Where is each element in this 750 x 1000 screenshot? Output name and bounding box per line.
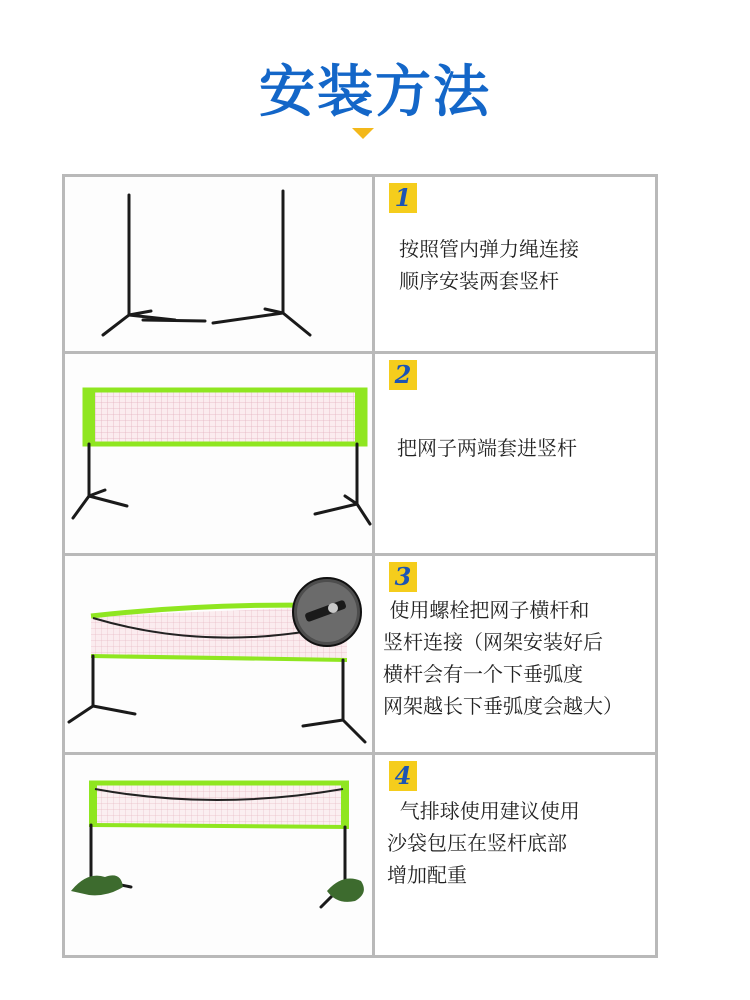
- step-row-3: [65, 556, 655, 755]
- step-row-2: [65, 354, 655, 556]
- sandbag-weight-icon: [65, 755, 372, 955]
- step-number-badge: 2: [389, 360, 417, 390]
- step-3-description: 使用螺栓把网子横杆和 竖杆连接（网架安装好后 横杆会有一个下垂弧度 网架越长下垂弧度会越大）: [383, 598, 623, 718]
- step-1-text-cell: [375, 177, 655, 351]
- step-number-badge: 1: [389, 183, 417, 213]
- step-1-image: [65, 177, 375, 351]
- steps-table: [62, 174, 658, 958]
- step-3-image: [65, 556, 375, 752]
- step-4-image: [65, 755, 375, 955]
- step-3-text-cell: [375, 556, 655, 752]
- step-row-4: [65, 755, 655, 955]
- step-row-1: [65, 177, 655, 354]
- step-number-badge: 4: [389, 761, 417, 791]
- step-4-text-cell: [375, 755, 655, 955]
- net-on-uprights-icon: [65, 354, 372, 553]
- step-2-description: 把网子两端套进竖杆: [397, 436, 577, 460]
- step-1-description: 按照管内弹力绳连接 顺序安装两套竖杆: [399, 237, 579, 293]
- step-2-image: [65, 354, 375, 553]
- step-number-badge: 3: [389, 562, 417, 592]
- down-arrow-icon: [352, 128, 374, 139]
- step-2-text-cell: [375, 354, 655, 553]
- page-title: 安装方法: [259, 60, 491, 125]
- two-uprights-icon: [65, 177, 372, 351]
- step-4-description: 气排球使用建议使用 沙袋包压在竖杆底部 增加配重: [387, 799, 580, 887]
- bolt-connection-icon: [65, 556, 372, 752]
